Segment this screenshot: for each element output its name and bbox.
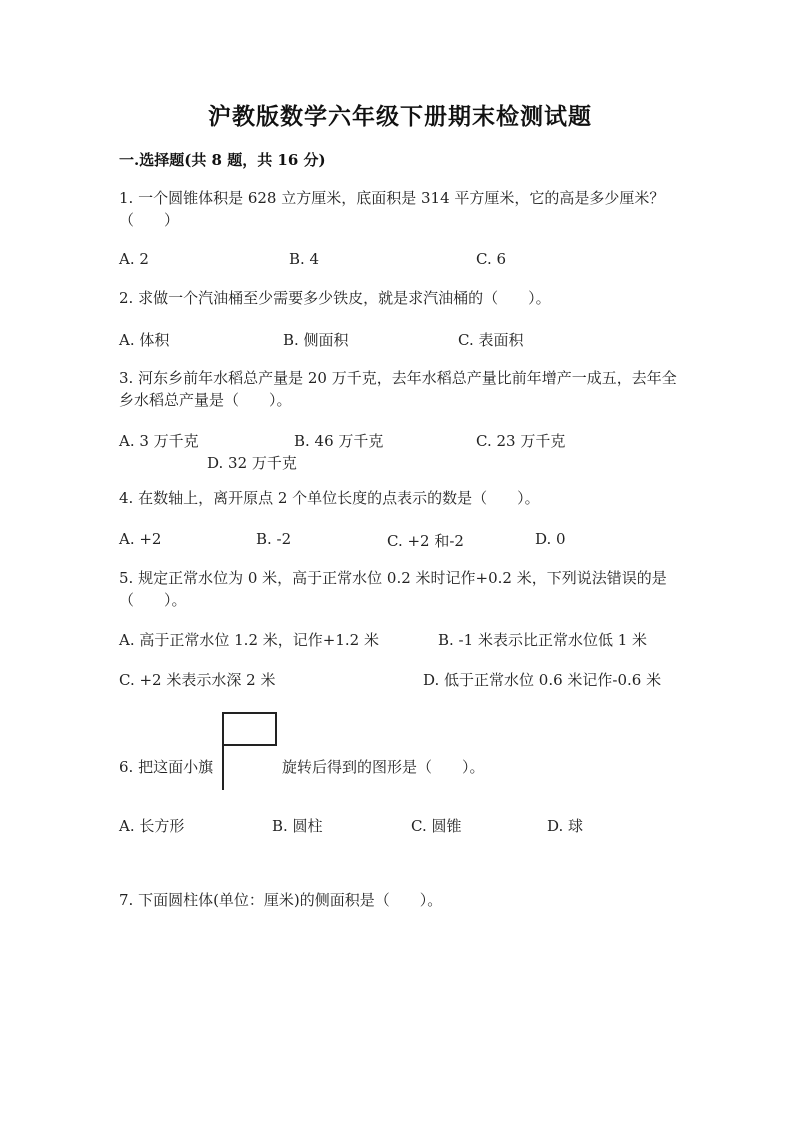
- q3-option-a: A. 3 万千克: [119, 432, 199, 450]
- question-5: 5. 规定正常水位为 0 米，高于正常水位 0.2 米时记作+0.2 米，下列说法错误的是（ ）。: [119, 569, 667, 609]
- q2-option-b: B. 侧面积: [283, 331, 349, 349]
- q4-option-c: C. +2 和-2: [387, 532, 464, 550]
- q2-option-a: A. 体积: [119, 331, 170, 349]
- q6-option-d: D. 球: [547, 817, 584, 835]
- question-6-end: 旋转后得到的图形是（ ）。: [282, 758, 485, 776]
- page-title: 沪教版数学六年级下册期末检测试题: [208, 103, 592, 130]
- q4-option-a: A. +2: [119, 530, 162, 548]
- q5-option-c: C. +2 米表示水深 2 米: [119, 671, 276, 689]
- q1-option-b: B. 4: [289, 250, 320, 268]
- question-6-start: 6. 把这面小旗: [119, 758, 214, 776]
- q6-option-a: A. 长方形: [119, 817, 185, 835]
- q5-option-a: A. 高于正常水位 1.2 米，记作+1.2 米: [119, 631, 379, 649]
- question-2: 2. 求做一个汽油桶至少需要多少铁皮，就是求汽油桶的（ ）。: [119, 289, 551, 307]
- q3-option-b: B. 46 万千克: [294, 432, 384, 450]
- flag-cloth: [223, 712, 277, 746]
- q5-option-b: B. -1 米表示比正常水位低 1 米: [438, 631, 648, 649]
- q2-option-c: C. 表面积: [458, 331, 524, 349]
- question-7: 7. 下面圆柱体(单位：厘米)的侧面积是（ ）。: [119, 891, 443, 909]
- q4-option-b: B. -2: [256, 530, 292, 548]
- q3-option-c: C. 23 万千克: [476, 432, 566, 450]
- q6-option-c: C. 圆锥: [411, 817, 462, 835]
- q4-option-d: D. 0: [535, 530, 566, 548]
- q6-option-b: B. 圆柱: [272, 817, 323, 835]
- q3-option-d: D. 32 万千克: [207, 454, 297, 472]
- question-1: 1. 一个圆锥体积是 628 立方厘米，底面积是 314 平方厘米，它的高是多少厘米？（ ）: [119, 189, 665, 229]
- section-heading: 一.选择题(共 8 题，共 16 分): [119, 151, 326, 169]
- question-3: 3. 河东乡前年水稻总产量是 20 万千克，去年水稻总产量比前年增产一成五，去年全乡水稻总产量是（ ）。: [119, 369, 677, 409]
- q1-option-c: C. 6: [476, 250, 507, 268]
- q5-option-d: D. 低于正常水位 0.6 米记作-0.6 米: [423, 671, 662, 689]
- question-4: 4. 在数轴上，离开原点 2 个单位长度的点表示的数是（ ）。: [119, 489, 540, 507]
- q1-option-a: A. 2: [119, 250, 149, 268]
